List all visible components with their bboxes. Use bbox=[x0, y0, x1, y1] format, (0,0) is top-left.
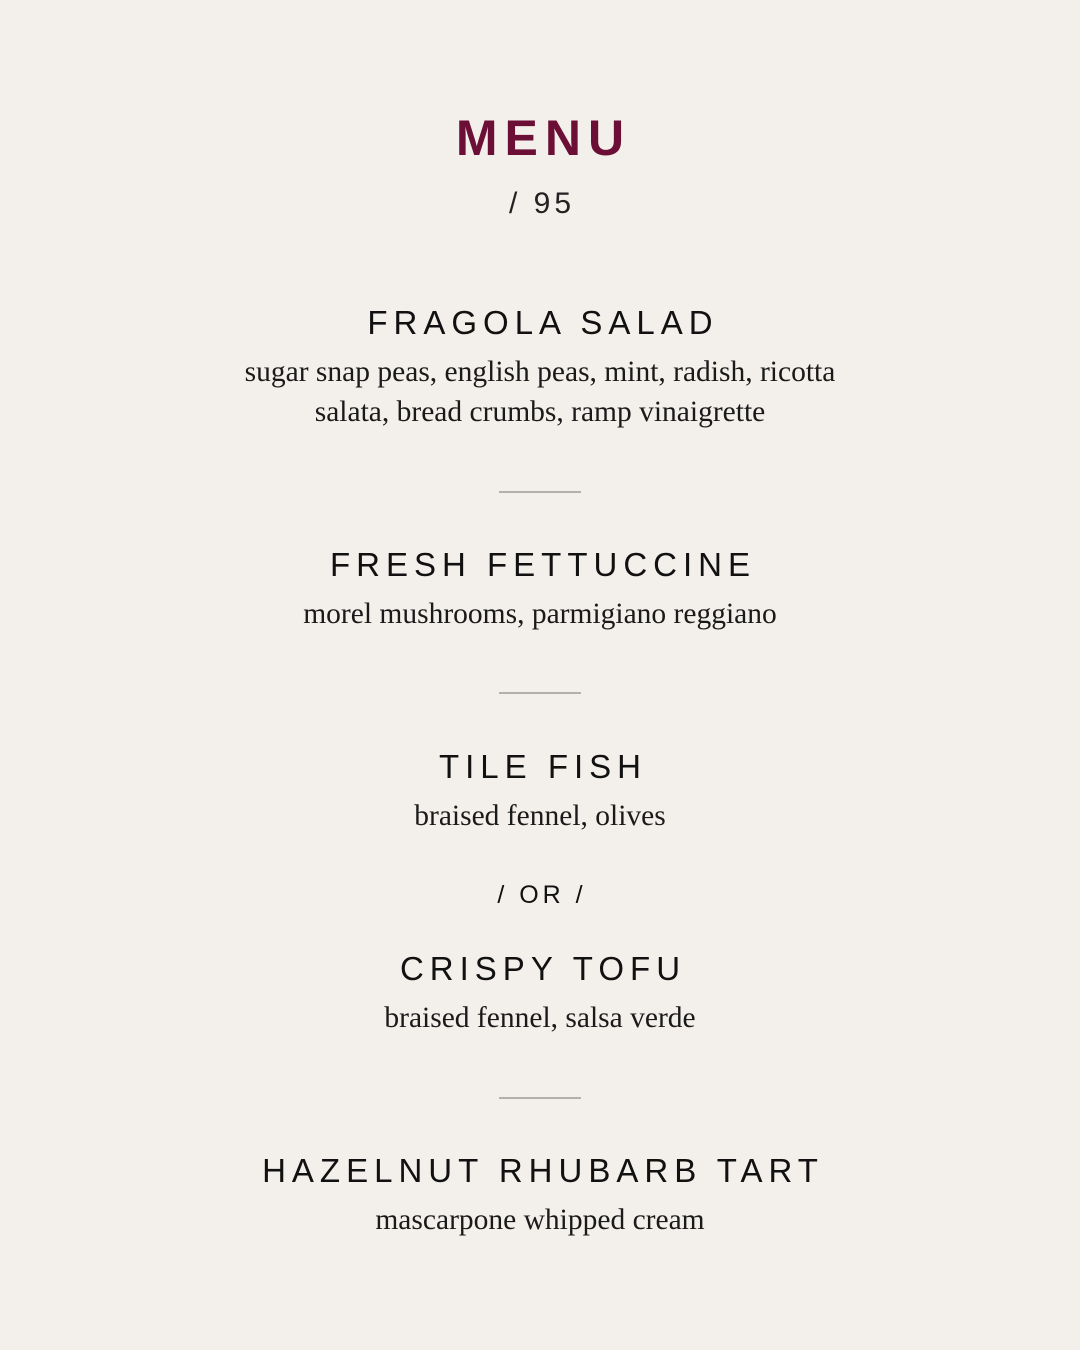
course-description-hazelnut-rhubarb-tart: mascarpone whipped cream bbox=[375, 1204, 705, 1236]
course-description-tile-fish: braised fennel, olives bbox=[414, 800, 666, 832]
course-divider bbox=[499, 1097, 581, 1099]
course-name-hazelnut-rhubarb-tart: HAZELNUT RHUBARB TART bbox=[262, 1152, 824, 1189]
course-description-fresh-fettuccine: morel mushrooms, parmigiano reggiano bbox=[303, 598, 777, 630]
course-description-fragola-salad-line-1: sugar snap peas, english peas, mint, radish, ricotta bbox=[244, 356, 836, 388]
course-divider bbox=[499, 491, 581, 493]
or-separator: / OR / bbox=[497, 881, 587, 909]
course-description-fragola-salad-line-2: salata, bread crumbs, ramp vinaigrette bbox=[314, 396, 766, 428]
course-name-tile-fish: TILE FISH bbox=[438, 748, 648, 785]
course-divider bbox=[499, 692, 581, 694]
menu-price: / 95 bbox=[508, 187, 576, 220]
course-description-crispy-tofu: braised fennel, salsa verde bbox=[384, 1002, 696, 1034]
course-name-crispy-tofu: CRISPY TOFU bbox=[399, 950, 687, 987]
course-name-fresh-fettuccine: FRESH FETTUCCINE bbox=[330, 546, 756, 583]
course-name-fragola-salad: FRAGOLA SALAD bbox=[367, 304, 719, 341]
menu-title: MENU bbox=[455, 110, 632, 166]
